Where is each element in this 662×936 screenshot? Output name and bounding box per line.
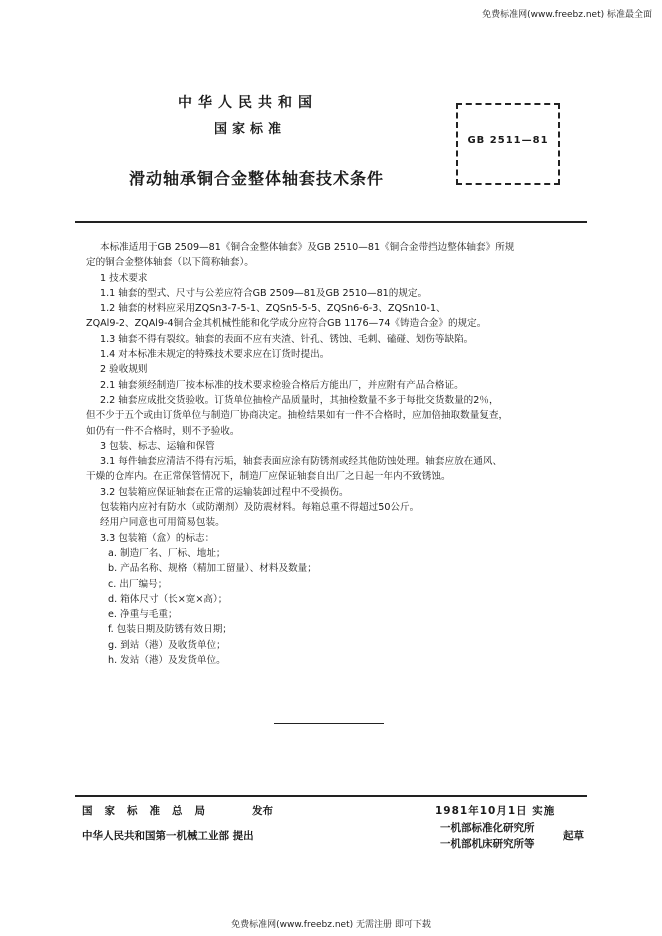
body-paragraph: b. 产品名称、规格（精加工留量）、材料及数量；	[108, 563, 317, 575]
proposing-organization: 中华人民共和国第一机械工业部 提出	[82, 830, 254, 842]
body-paragraph: 1.2 轴套的材料应采用ZQSn3-7-5-1、ZQSn5-5-5、ZQSn6-6-3、ZQSn10-1、	[100, 303, 446, 315]
end-divider	[274, 723, 384, 724]
body-paragraph: 2.1 轴套须经制造厂按本标准的技术要求检验合格后方能出厂，并应附有产品合格证。	[100, 379, 464, 391]
body-paragraph: h. 发站（港）及发货单位。	[108, 655, 226, 667]
body-paragraph: e. 净重与毛重；	[108, 609, 178, 621]
header-divider	[75, 221, 587, 223]
body-paragraph: 干燥的仓库内。在正常保管情况下，制造厂应保证轴套自出厂之日起一年内不致锈蚀。	[86, 471, 451, 483]
standard-code: GB 2511—81	[467, 135, 549, 146]
drafter-1: 一机部标准化研究所	[440, 822, 535, 834]
body-paragraph: 2 验收规则	[100, 364, 148, 376]
country-name: 中华人民共和国	[178, 95, 318, 111]
body-paragraph: 1.1 轴套的型式、尺寸与公差应符合GB 2509—81及GB 2510—81的规定。	[100, 287, 428, 299]
body-paragraph: d. 箱体尺寸（长×宽×高）；	[108, 593, 228, 605]
body-paragraph: 1.4 对本标准未规定的特殊技术要求应在订货时提出。	[100, 349, 330, 361]
standard-type: 国家标准	[214, 122, 287, 137]
drafter-2: 一机部机床研究所等	[440, 838, 535, 850]
effective-date: 1981年10月1日 实施	[435, 805, 556, 817]
body-paragraph: 3.1 每件轴套应清洁不得有污垢，轴套表面应涂有防锈剂或经其他防蚀处理。轴套应放在通风、	[100, 456, 503, 468]
bottom-watermark: 免费标准网(www.freebz.net) 无需注册 即可下载	[231, 920, 431, 930]
body-paragraph: 包装箱内应衬有防水（或防潮剂）及防震材料。每箱总重不得超过50公斤。	[100, 502, 420, 514]
issuing-authority: 国家标准总局	[82, 805, 217, 817]
body-paragraph: 如仍有一件不合格时，则不予验收。	[86, 425, 240, 437]
drafted-label: 起草	[563, 830, 584, 842]
body-paragraph: 定的铜合金整体轴套（以下简称轴套）。	[86, 257, 254, 269]
drafting-organizations	[440, 820, 535, 852]
body-paragraph: 3.2 包装箱应保证轴套在正常的运输装卸过程中不受损伤。	[100, 486, 349, 498]
body-paragraph: 3.3 包装箱（盒）的标志：	[100, 532, 215, 544]
standard-code-box	[456, 103, 560, 185]
body-paragraph: 3 包装、标志、运输和保管	[100, 440, 215, 452]
body-paragraph: 本标准适用于GB 2509—81《铜合金整体轴套》及GB 2510—81《铜合金带挡边整体轴套》所规	[100, 242, 515, 253]
body-paragraph: 经用户同意也可用简易包装。	[100, 517, 225, 529]
body-paragraph: g. 到站（港）及收货单位；	[108, 639, 226, 651]
body-paragraph: 1.3 轴套不得有裂纹。轴套的表面不应有夹渣、针孔、锈蚀、毛刺、磕碰、划伤等缺陷。	[100, 333, 474, 345]
issued-label: 发布	[252, 805, 273, 817]
body-paragraph: f. 包装日期及防锈有效日期；	[108, 624, 232, 636]
body-paragraph: ZQAl9-2、ZQAl9-4铜合金其机械性能和化学成分应符合GB 1176—74《铸造合金》的规定。	[86, 318, 487, 330]
body-text	[86, 240, 586, 668]
top-watermark: 免费标准网(www.freebz.net) 标准最全面	[482, 10, 652, 20]
body-paragraph: 但不少于五个或由订货单位与制造厂协商决定。抽检结果如有一件不合格时，应加倍抽取数量复查，	[86, 410, 509, 422]
document-title: 滑动轴承铜合金整体轴套技术条件	[129, 169, 385, 188]
body-paragraph: c. 出厂编号；	[108, 578, 168, 590]
body-paragraph: 2.2 轴套应成批交货验收。订货单位抽检产品质量时，其抽检数量不多于每批交货数量的2％，	[100, 394, 499, 406]
body-paragraph: a. 制造厂名、厂标、地址；	[108, 547, 226, 559]
body-paragraph: 1 技术要求	[100, 272, 148, 284]
footer-divider	[75, 795, 587, 797]
